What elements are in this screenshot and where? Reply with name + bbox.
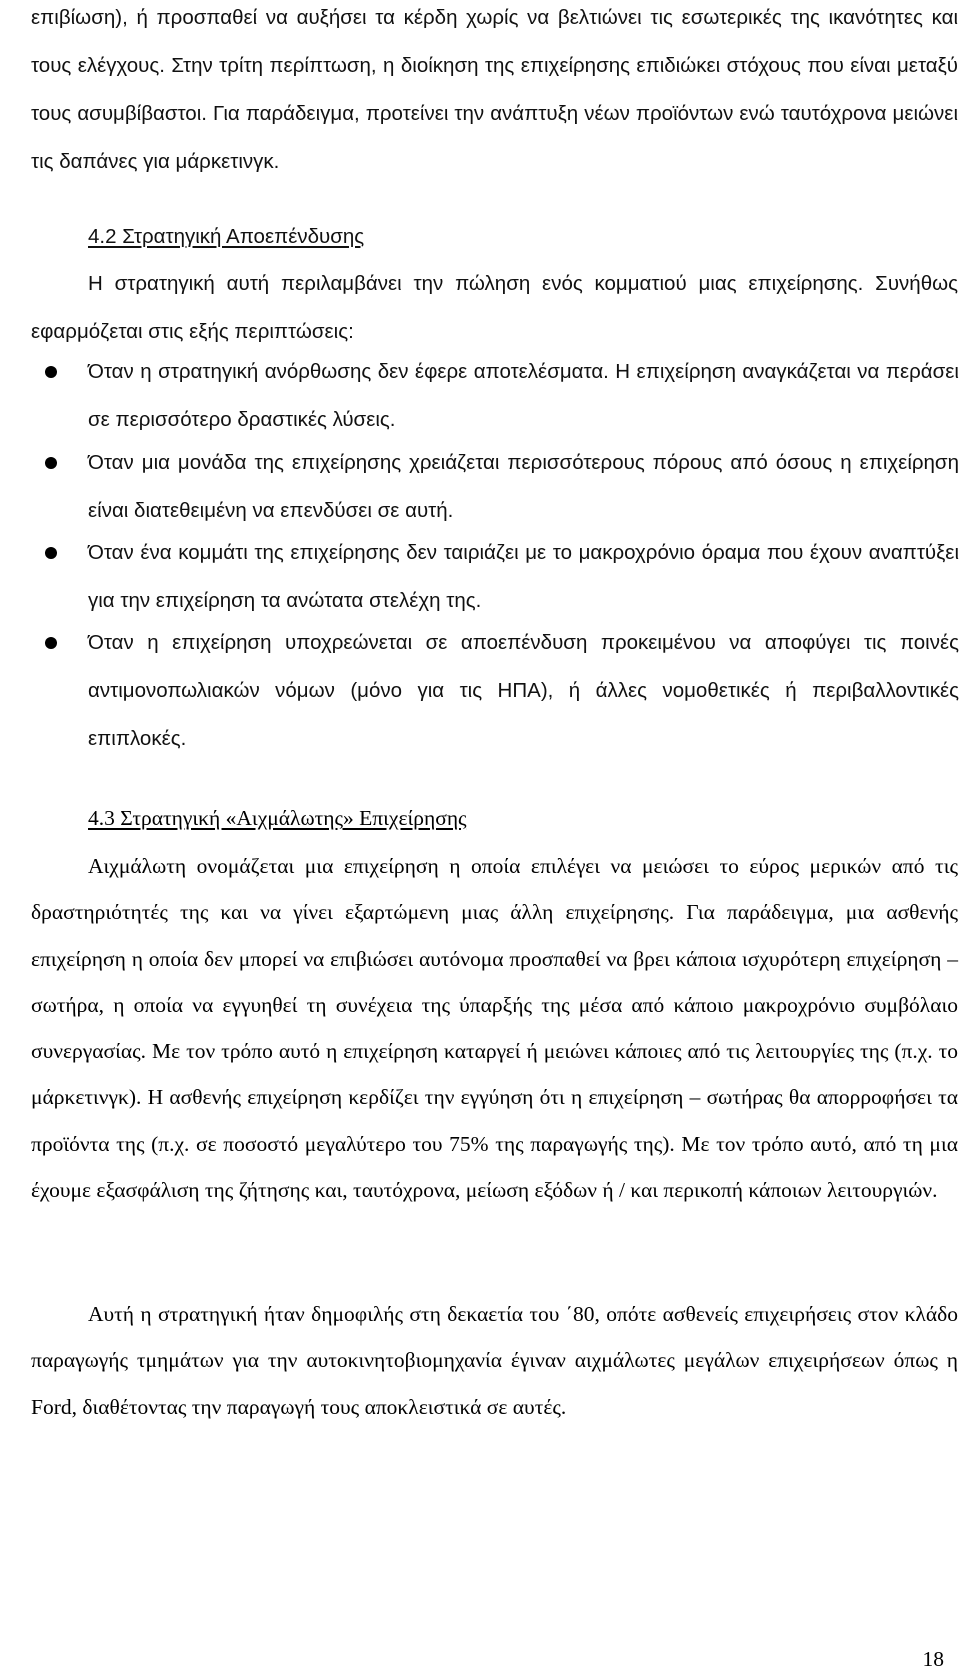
bullet-text: Όταν η στρατηγική ανόρθωσης δεν έφερε αποτελέσματα. Η επιχείρηση αναγκάζεται να περάσει σε περισσότερο δραστικές λύσεις. [88,360,959,431]
bullet-icon [45,366,57,378]
page-number: 18 [922,1647,944,1671]
opening-paragraph: επιβίωση), ή προσπαθεί να αυξήσει τα κέρδη χωρίς να βελτιώνει τις εσωτερικές της ικανότητες και τους ελέγχους. Στην τρίτη περίπτωση, η διοίκηση της επιχείρησης επιδιώκει στόχους που είναι μεταξύ τους ασυμβίβαστοι. Για παράδειγμα, προτείνει την ανάπτυξη νέων προϊόντων ενώ ταυτόχρονα μειώνει τις δαπάνες για μάρκετινγκ. [31,6,958,173]
section-4-3-paragraph-2: Αυτή η στρατηγική ήταν δημοφιλής στη δεκαετία του ΄80, οπότε ασθενείς επιχειρήσεις στον κλάδο παραγωγής τμημάτων για την αυτοκινητοβιομηχανία έγιναν αιχμάλωτες μεγάλων επιχειρήσεων όπως η Ford, διαθέτοντας την παραγωγή τους αποκλειστικά σε αυτές. [31,1302,958,1419]
section-4-2-intro: Η στρατηγική αυτή περιλαμβάνει την πώληση ενός κομματιού μιας επιχείρησης. Συνήθως εφαρμόζεται στις εξής περιπτώσεις: [31,272,958,343]
bullet-text: Όταν μια μονάδα της επιχείρησης χρειάζεται περισσότερους πόρους από όσους η επιχείρηση είναι διατεθειμένη να επενδύσει σε αυτή. [88,451,959,522]
bullet-icon [45,457,57,469]
bullet-text: Όταν ένα κομμάτι της επιχείρησης δεν ταιριάζει με το μακροχρόνιο όραμα που έχουν αναπτύξει για την επιχείρηση τα ανώτατα στελέχη της. [88,541,959,612]
bullet-text: Όταν η επιχείρηση υποχρεώνεται σε αποεπένδυση προκειμένου να αποφύγει τις ποινές αντιμονοπωλιακών νόμων (μόνο για τις ΗΠΑ), ή άλλες νομοθετικές ή περιβαλλοντικές επιπλοκές. [88,631,959,750]
section-heading-4-3: 4.3 Στρατηγική «Αιχμάλωτης» Επιχείρησης [88,806,467,830]
bullet-icon [45,637,57,649]
section-heading-4-2: 4.2 Στρατηγική Αποεπένδυσης [88,225,365,248]
section-4-3-paragraph-1: Αιχμάλωτη ονομάζεται μια επιχείρηση η οποία επιλέγει να μειώσει το εύρος μερικών από τις δραστηριότητές της και να γίνει εξαρτώμενη μιας άλλη επιχείρησης. Για παράδειγμα, μια ασθενής επιχείρηση η οποία δεν μπορεί να επιβιώσει αυτόνομα προσπαθεί να βρει κάποια ισχυρότερη επιχείρηση – σωτήρα, η οποία να εγγυηθεί τη συνέχεια της ύπαρξής της μέσα από κάποιο μακροχρόνιο συμβόλαιο συνεργασίας. Με τον τρόπο αυτό η επιχείρηση καταργεί ή μειώνει κάποιες από τις λειτουργίες της (π.χ. το μάρκετινγκ). Η ασθενής επιχείρηση κερδίζει την εγγύηση ότι η επιχείρηση – σωτήρας θα απορροφήσει τα προϊόντα της (π.χ. σε ποσοστό μεγαλύτερο του 75% της παραγωγής της). Με τον τρόπο αυτό, από τη μια έχουμε εξασφάλιση της ζήτησης και, ταυτόχρονα, μείωση εξόδων ή / και περικοπή κάποιων λειτουργιών. [31,854,958,1203]
bullet-icon [45,547,57,559]
